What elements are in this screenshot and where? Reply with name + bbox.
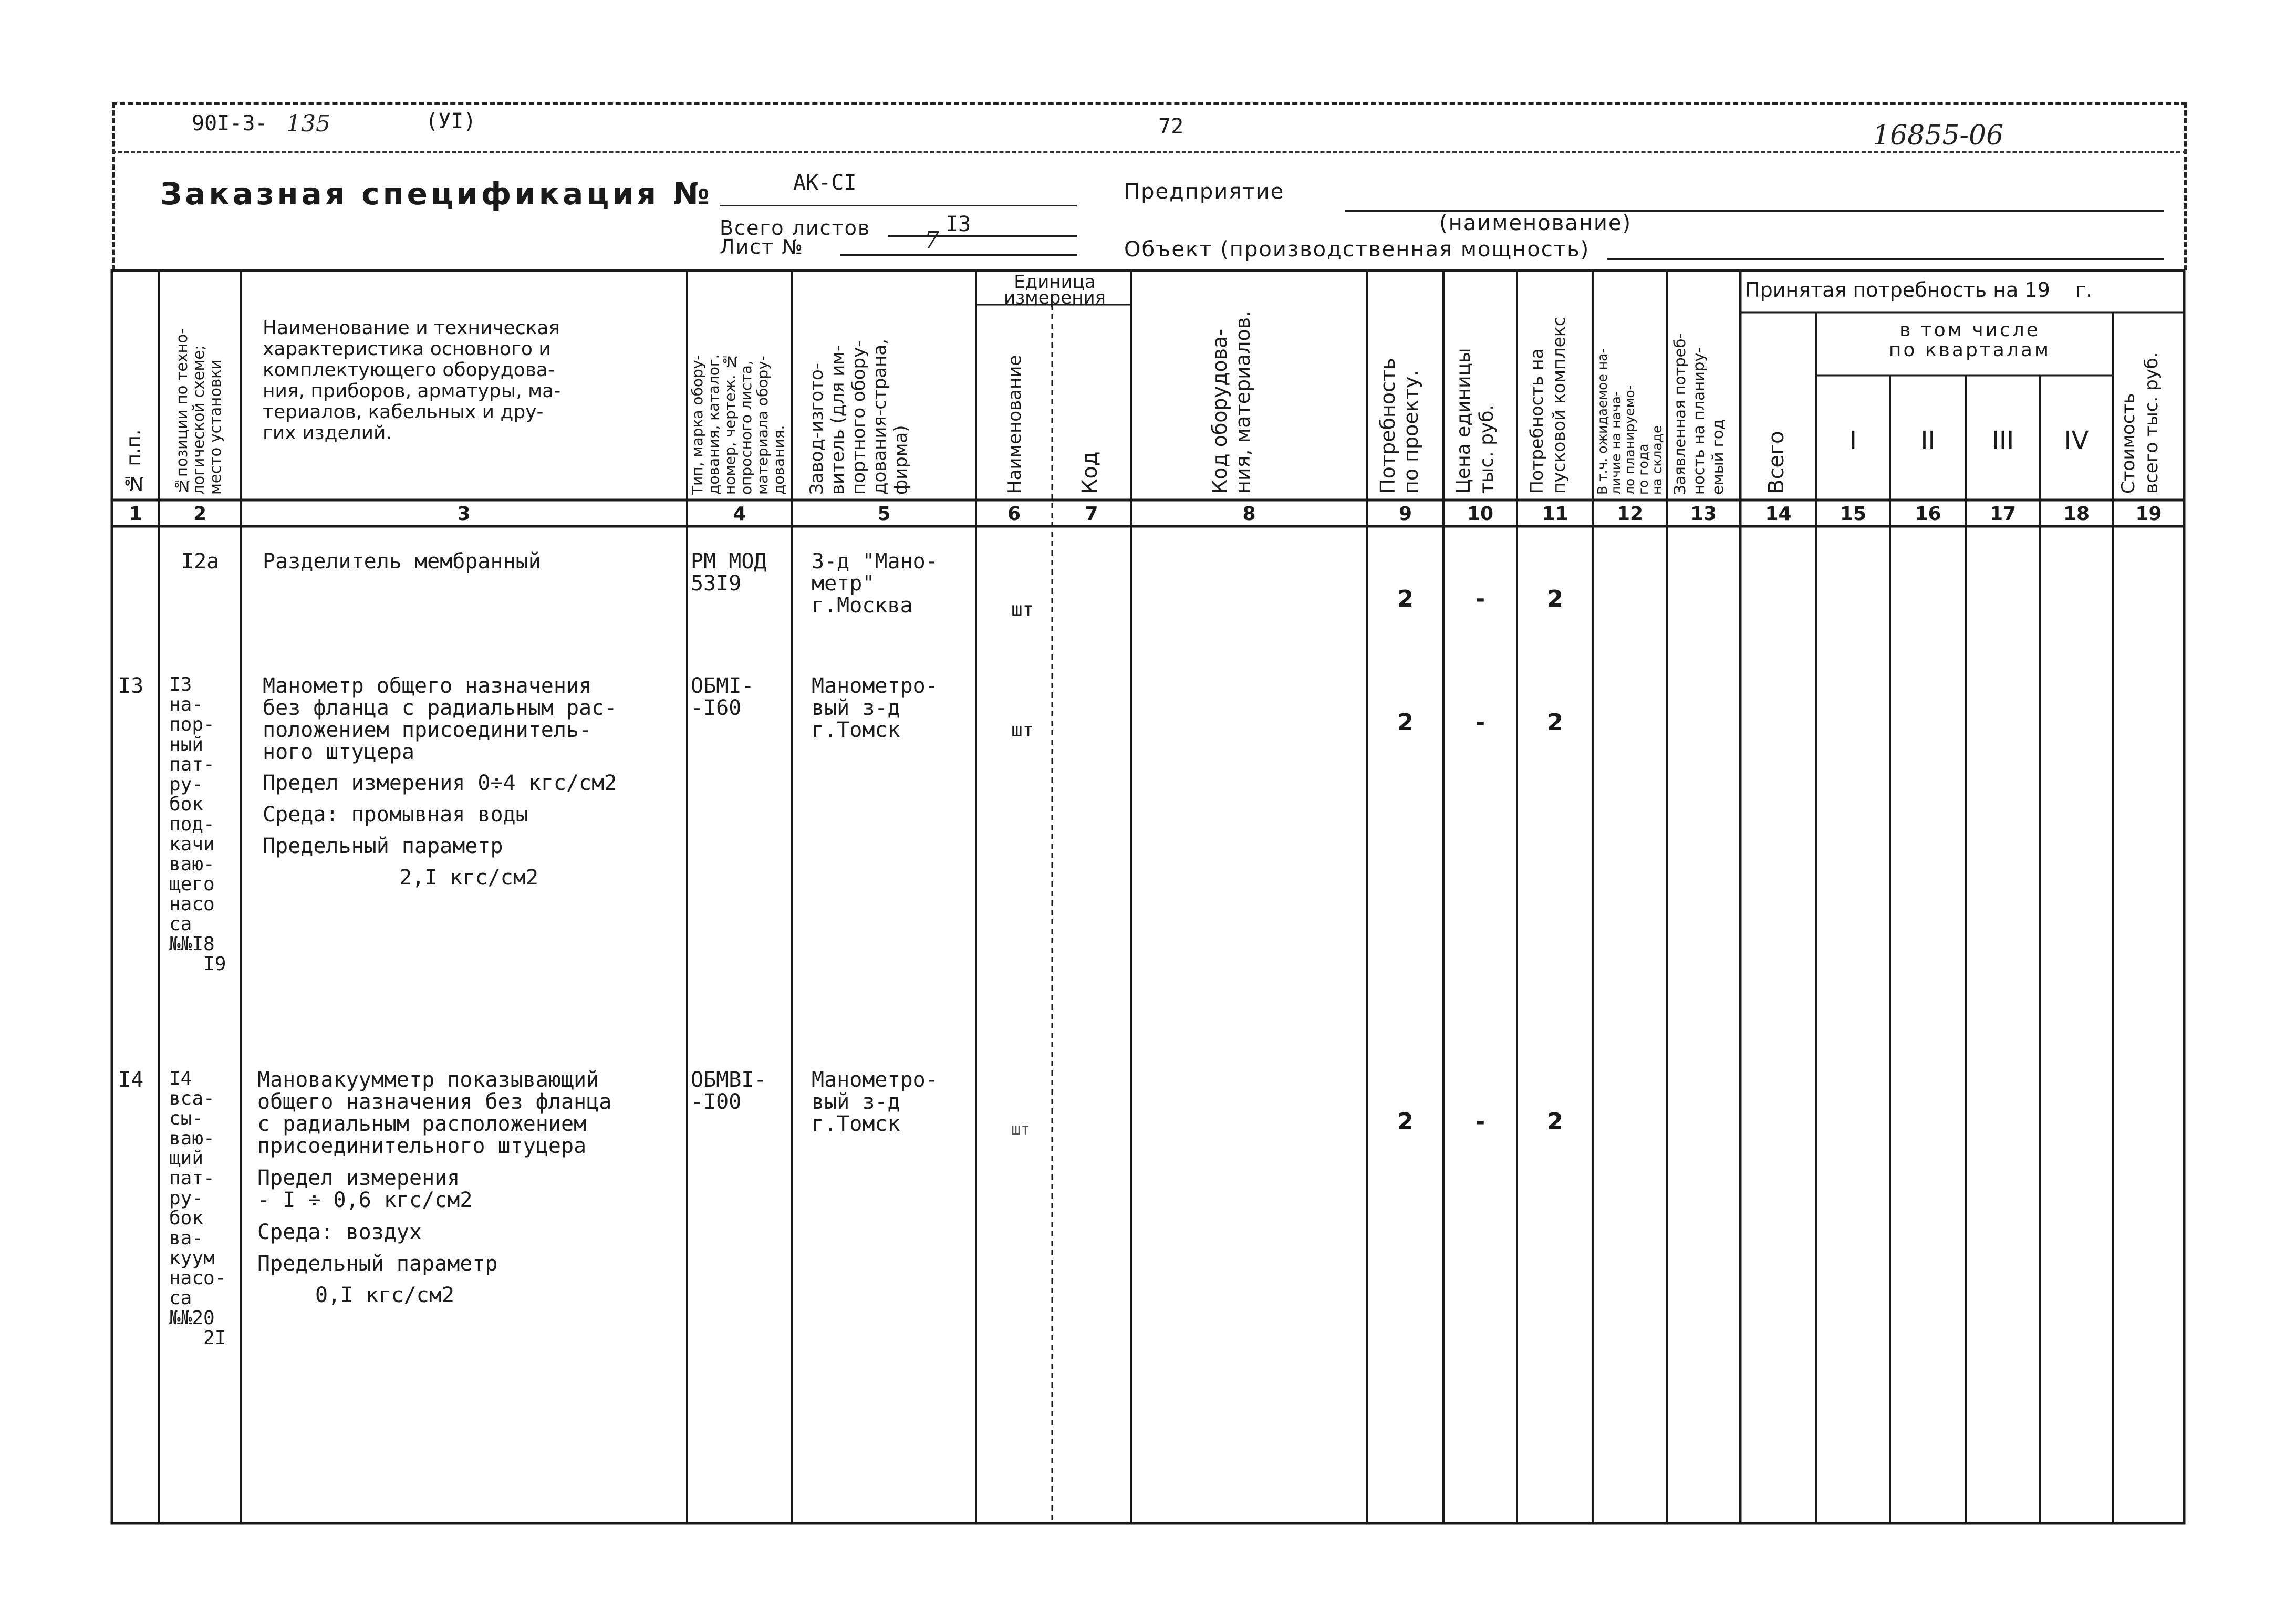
spec-number: АК-CI [793, 171, 857, 195]
col-header-q4: IV [2064, 426, 2089, 455]
row-need: 2 [1397, 1108, 1414, 1135]
col-number-4: 4 [733, 503, 746, 525]
col-header-10: Цена единицы тыс. руб. [1453, 348, 1498, 494]
row-start: 2 [1547, 1108, 1563, 1135]
col-number-9: 9 [1398, 503, 1412, 525]
enterprise-label: Предприятие [1124, 180, 1285, 204]
spec-title: Заказная спецификация № [160, 176, 713, 212]
row-pp: I3 [118, 674, 144, 698]
row-unit: шт [1011, 720, 1034, 741]
row-name-range: Предел измерения - I ÷ 0,6 кгс/см2 [257, 1166, 473, 1212]
object-label: Объект (производственная мощность) [1124, 237, 1590, 262]
row-type: РМ МОД 53I9 [691, 549, 767, 596]
col-number-11: 11 [1542, 503, 1568, 525]
row-name-limit-value: 2,I кгс/см2 [399, 866, 538, 890]
row-start: 2 [1547, 709, 1563, 736]
col-number-14: 14 [1765, 503, 1792, 525]
row-name: Разделитель мембранный [263, 549, 541, 574]
col-header-11: Потребность на пусковой комплекс [1526, 316, 1569, 494]
col-number-15: 15 [1840, 503, 1867, 525]
col-header-accepted: Принятая потребность на 19 г. [1745, 278, 2093, 301]
col-header-3: Наименование и техническая характеристика основного и комплектующего оборудова- ния, приборов, арматуры, ма- териалов, кабельных и дру- гих изделий. [263, 317, 561, 444]
row-name-medium: Среда: воздух [257, 1220, 422, 1244]
col-header-q1: I [1849, 426, 1857, 455]
col-header-q2: II [1920, 426, 1936, 455]
row-maker: Манометро- вый з-д г.Томск [812, 1068, 938, 1136]
col-header-19: Стоимость всего тыс. руб. [2118, 352, 2162, 494]
row-name-range: Предел измерения 0÷4 кгс/см2 [263, 771, 617, 795]
col-number-2: 2 [193, 503, 207, 525]
naming-label: (наименование) [1439, 211, 1632, 235]
col-header-6: Наименование [1004, 355, 1025, 494]
sheet-number: 7 [924, 227, 939, 254]
row-position: I2а [181, 549, 220, 574]
col-number-7: 7 [1085, 503, 1098, 525]
row-need: 2 [1397, 709, 1414, 736]
row-unit: шт [1011, 599, 1034, 620]
row-maker: Манометро- вый з-д г.Томск [812, 674, 938, 742]
col-number-12: 12 [1616, 503, 1644, 525]
col-number-13: 13 [1690, 503, 1717, 525]
row-name-limit: Предельный параметр [257, 1252, 498, 1276]
col-header-9: Потребность по проекту. [1376, 358, 1422, 494]
total-sheets-label: Всего листов [720, 216, 871, 240]
col-header-2: №позиции по техно- логической схеме; место установки [173, 328, 224, 495]
col-header-5: Завод-изгото- витель (для им- портного обору- дования-страна, фирма) [806, 338, 911, 495]
doc-code-hand: 135 [286, 110, 330, 137]
col-number-17: 17 [1989, 503, 2017, 525]
row-maker: З-д "Мано- метр" г.Москва [812, 549, 938, 618]
col-header-12: В т.ч. ожидаемое на- личие на нача- ло планируемо- го года на складе [1595, 348, 1665, 495]
col-number-18: 18 [2063, 503, 2090, 525]
row-price: - [1475, 709, 1485, 736]
row-price: - [1475, 1108, 1485, 1135]
row-position: I3 на- пор- ный пат- ру- бок под- качи ваю- щего насо са №№I8 I9 [169, 674, 226, 975]
page-number: 72 [1158, 115, 1184, 139]
col-number-5: 5 [877, 503, 891, 525]
col-header-8: Код оборудова- ния, материалов. [1208, 310, 1254, 494]
total-sheets: I3 [946, 212, 971, 236]
col-header-14: Всего [1764, 431, 1789, 494]
row-type: ОБМВI- -I00 [691, 1068, 767, 1114]
col-header-q3: III [1991, 426, 2014, 455]
row-pp: I4 [118, 1068, 144, 1092]
row-name: Манометр общего назначения без фланца с радиальным рас- положением присоединитель- ного штуцера [263, 674, 617, 764]
col-number-6: 6 [1007, 503, 1021, 525]
row-need: 2 [1397, 586, 1414, 612]
col-number-10: 10 [1467, 503, 1494, 525]
col-number-3: 3 [457, 503, 471, 525]
col-number-1: 1 [129, 503, 142, 525]
doc-volume: (УI) [425, 109, 476, 133]
row-type: ОБМI- -I60 [691, 674, 754, 720]
col-header-13: Заявленная потреб- ность на планиру- емый год [1671, 333, 1727, 495]
col-number-19: 19 [2135, 503, 2162, 525]
col-header-quarters: в том числе по кварталам [1888, 319, 2051, 361]
sheet-label: Лист № [720, 235, 804, 258]
col-header-1: № п.п. [123, 429, 144, 494]
col-header-unit: Единица измерения [1003, 272, 1106, 308]
row-price: - [1475, 586, 1485, 612]
col-header-4: Тип, марка обору- дования, каталог. номер, чертеж. № опросного листа, материала обору- дования. [689, 352, 787, 495]
col-header-7: Код [1078, 451, 1102, 494]
inventory-number: 16855-06 [1873, 120, 2004, 151]
row-name-limit-value: 0,I кгс/см2 [315, 1283, 454, 1307]
row-name: Мановакуумметр показывающий общего назначения без фланца с радиальным расположением присоединительного штуцера [257, 1068, 612, 1158]
doc-code: 90I-3- [192, 111, 268, 136]
row-start: 2 [1547, 586, 1563, 612]
row-name-limit: Предельный параметр [263, 834, 503, 858]
row-position: I4 вса- сы- ваю- щий пат- ру- бок ва- куум насо- са №№20 2I [169, 1068, 226, 1349]
row-unit: шт [1011, 1120, 1031, 1139]
col-number-16: 16 [1915, 503, 1941, 525]
col-number-8: 8 [1242, 503, 1256, 525]
row-name-medium: Среда: промывная воды [263, 803, 528, 827]
